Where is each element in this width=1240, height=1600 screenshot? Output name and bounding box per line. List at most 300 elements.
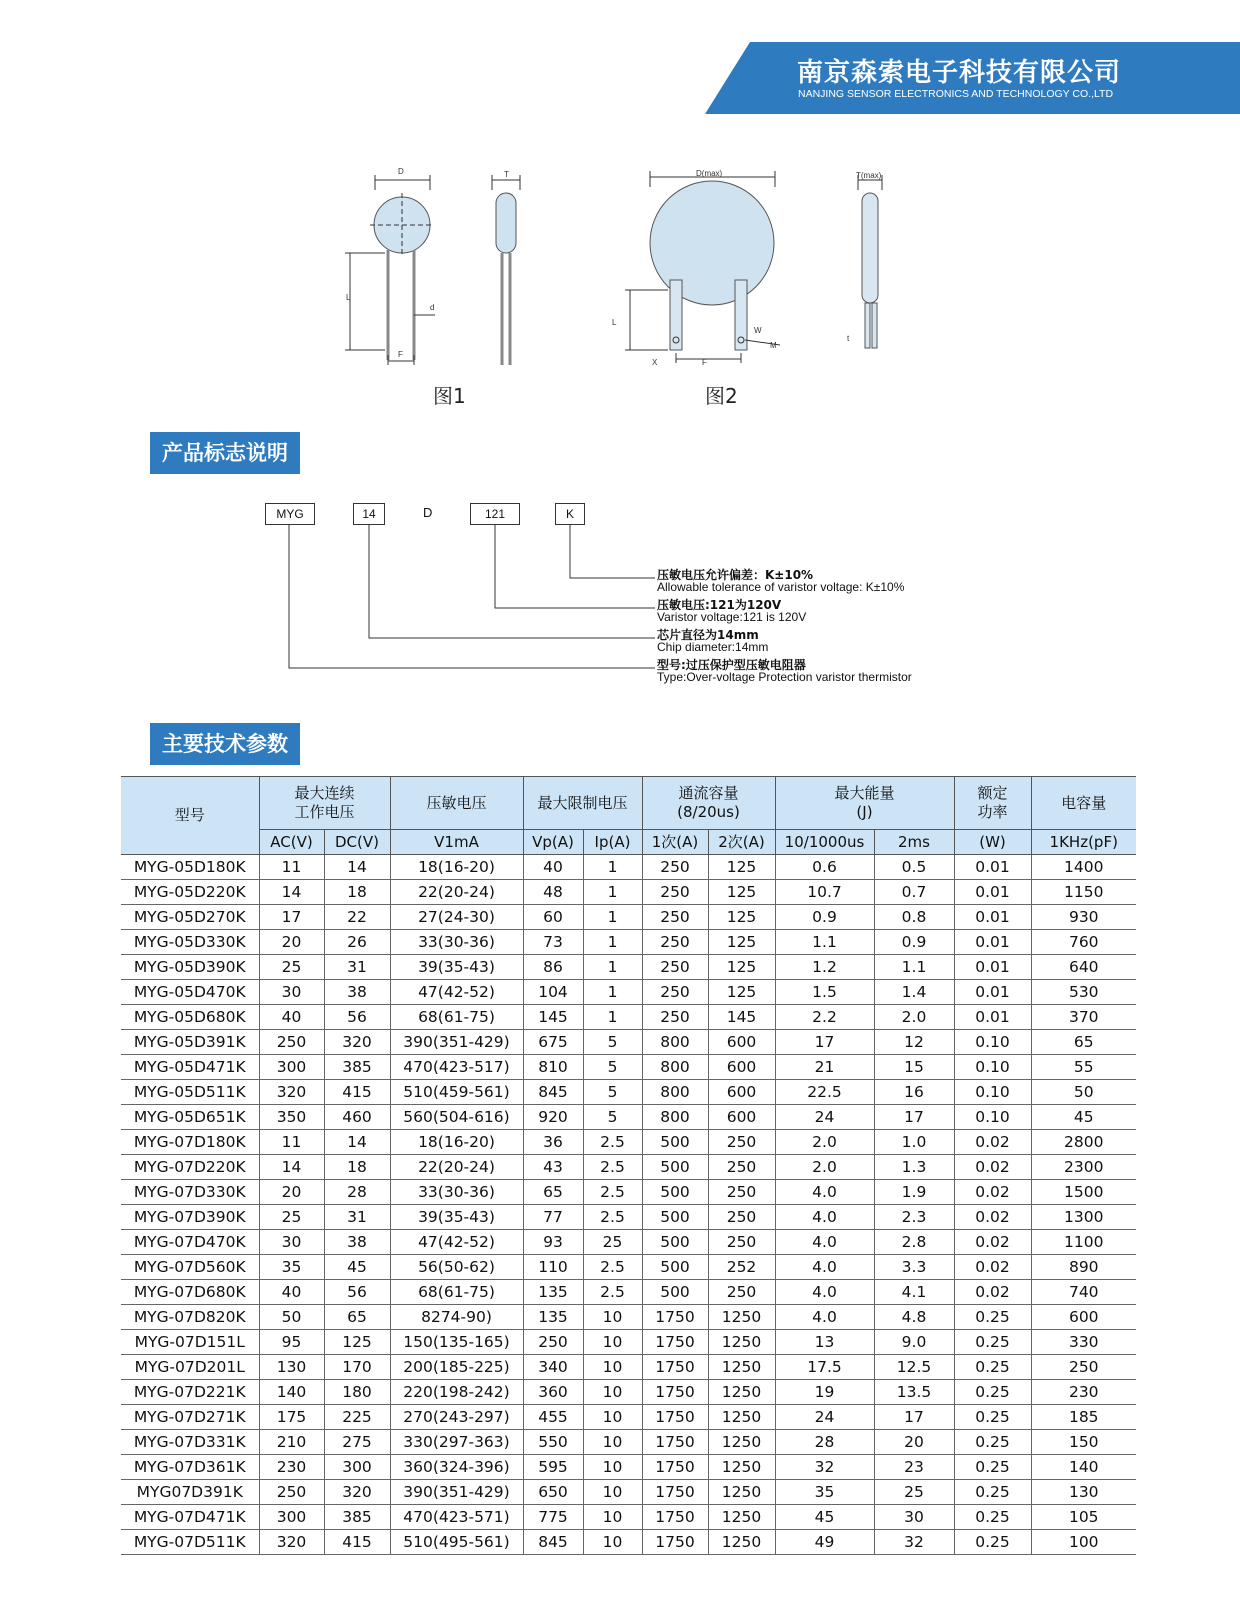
cell-surge-1: 500 [642, 1155, 708, 1180]
cell-energy-2ms: 16 [874, 1080, 954, 1105]
header-varistor-voltage: 压敏电压 [390, 777, 523, 830]
company-name-en: NANJING SENSOR ELECTRONICS AND TECHNOLOGY CO.,LTD [798, 88, 1114, 100]
label-d-small: d [430, 303, 435, 312]
cell-v1ma: 18(16-20) [390, 855, 523, 880]
cell-ac: 14 [259, 880, 324, 905]
cell-energy-2ms: 4.1 [874, 1280, 954, 1305]
cell-energy-2ms: 20 [874, 1430, 954, 1455]
cell-cap-1khz: 1150 [1031, 880, 1136, 905]
table-row [121, 1405, 1136, 1430]
cell-dc: 320 [324, 1030, 390, 1055]
cell-surge-1: 1750 [642, 1330, 708, 1355]
cell-energy-10-1000: 2.0 [775, 1130, 874, 1155]
cell-cap-1khz: 45 [1031, 1105, 1136, 1130]
cell-surge-2: 250 [708, 1155, 775, 1180]
cell-cap-1khz: 640 [1031, 955, 1136, 980]
cell-cap-1khz: 2300 [1031, 1155, 1136, 1180]
cell-ac: 30 [259, 1230, 324, 1255]
cell-ac: 300 [259, 1055, 324, 1080]
fig1-side-view [492, 175, 520, 365]
cell-ip: 2.5 [583, 1255, 642, 1280]
table-row [121, 1455, 1136, 1480]
cell-energy-2ms: 0.5 [874, 855, 954, 880]
label-f2: F [702, 358, 707, 367]
company-banner [705, 42, 1240, 114]
cell-v1ma: 390(351-429) [390, 1030, 523, 1055]
cell-energy-2ms: 17 [874, 1405, 954, 1430]
cell-vp: 250 [523, 1330, 583, 1355]
cell-vp: 36 [523, 1130, 583, 1155]
cell-v1ma: 33(30-36) [390, 1180, 523, 1205]
cell-ac: 25 [259, 1205, 324, 1230]
cell-model: MYG-05D220K [121, 880, 259, 905]
table-row [121, 880, 1136, 905]
cell-model: MYG-07D820K [121, 1305, 259, 1330]
cell-ip: 10 [583, 1480, 642, 1505]
cell-ip: 2.5 [583, 1280, 642, 1305]
cell-vp: 845 [523, 1530, 583, 1555]
cell-power-w: 0.25 [954, 1505, 1031, 1530]
cell-power-w: 0.10 [954, 1080, 1031, 1105]
cell-ac: 50 [259, 1305, 324, 1330]
cell-v1ma: 390(351-429) [390, 1480, 523, 1505]
cell-v1ma: 150(135-165) [390, 1330, 523, 1355]
label-l: L [346, 293, 351, 302]
table-row [121, 1030, 1136, 1055]
desc-tolerance-en: Allowable tolerance of varistor voltage: K±10% [657, 580, 905, 594]
cell-cap-1khz: 105 [1031, 1505, 1136, 1530]
cell-dc: 14 [324, 855, 390, 880]
cell-ac: 320 [259, 1080, 324, 1105]
cell-vp: 86 [523, 955, 583, 980]
cell-ac: 300 [259, 1505, 324, 1530]
cell-ip: 1 [583, 980, 642, 1005]
cell-v1ma: 510(495-561) [390, 1530, 523, 1555]
cell-energy-10-1000: 13 [775, 1330, 874, 1355]
cell-surge-1: 250 [642, 880, 708, 905]
cell-dc: 385 [324, 1505, 390, 1530]
cell-surge-1: 1750 [642, 1305, 708, 1330]
cell-model: MYG-05D680K [121, 1005, 259, 1030]
cell-surge-2: 1250 [708, 1380, 775, 1405]
cell-energy-2ms: 2.8 [874, 1230, 954, 1255]
cell-model: MYG-05D391K [121, 1030, 259, 1055]
fig2-side-view [858, 175, 882, 348]
cell-surge-1: 1750 [642, 1405, 708, 1430]
cell-ip: 5 [583, 1030, 642, 1055]
cell-v1ma: 68(61-75) [390, 1005, 523, 1030]
cell-ip: 1 [583, 855, 642, 880]
cell-dc: 415 [324, 1080, 390, 1105]
cell-model: MYG-05D180K [121, 855, 259, 880]
header-model: 型号 [121, 777, 259, 855]
cell-surge-2: 125 [708, 980, 775, 1005]
subheader-energy-10-1000: 10/1000us [775, 830, 874, 855]
cell-energy-2ms: 0.8 [874, 905, 954, 930]
cell-power-w: 0.01 [954, 1005, 1031, 1030]
cell-cap-1khz: 600 [1031, 1305, 1136, 1330]
cell-power-w: 0.01 [954, 930, 1031, 955]
cell-cap-1khz: 530 [1031, 980, 1136, 1005]
cell-power-w: 0.25 [954, 1480, 1031, 1505]
cell-surge-2: 600 [708, 1055, 775, 1080]
cell-energy-10-1000: 45 [775, 1505, 874, 1530]
label-dmax: D(max) [696, 169, 723, 178]
cell-model: MYG-05D651K [121, 1105, 259, 1130]
cell-energy-10-1000: 24 [775, 1105, 874, 1130]
cell-model: MYG-05D330K [121, 930, 259, 955]
cell-ip: 10 [583, 1305, 642, 1330]
cell-energy-2ms: 32 [874, 1530, 954, 1555]
cell-ip: 2.5 [583, 1180, 642, 1205]
cell-cap-1khz: 150 [1031, 1430, 1136, 1455]
cell-power-w: 0.01 [954, 880, 1031, 905]
cell-dc: 14 [324, 1130, 390, 1155]
cell-surge-1: 1750 [642, 1380, 708, 1405]
table-row [121, 1430, 1136, 1455]
cell-v1ma: 560(504-616) [390, 1105, 523, 1130]
cell-cap-1khz: 1500 [1031, 1180, 1136, 1205]
cell-v1ma: 56(50-62) [390, 1255, 523, 1280]
cell-model: MYG-05D470K [121, 980, 259, 1005]
cell-energy-10-1000: 10.7 [775, 880, 874, 905]
cell-surge-1: 500 [642, 1230, 708, 1255]
cell-energy-10-1000: 4.0 [775, 1205, 874, 1230]
cell-ip: 1 [583, 930, 642, 955]
table-row [121, 1080, 1136, 1105]
cell-energy-10-1000: 1.2 [775, 955, 874, 980]
header-max-energy: 最大能量 (J) [775, 777, 954, 830]
cell-power-w: 0.25 [954, 1530, 1031, 1555]
cell-vp: 340 [523, 1355, 583, 1380]
cell-ac: 250 [259, 1480, 324, 1505]
cell-energy-2ms: 25 [874, 1480, 954, 1505]
table-row [121, 1280, 1136, 1305]
cell-vp: 135 [523, 1305, 583, 1330]
cell-model: MYG-07D330K [121, 1180, 259, 1205]
cell-v1ma: 39(35-43) [390, 955, 523, 980]
label-w: W [754, 326, 762, 335]
cell-ip: 25 [583, 1230, 642, 1255]
cell-ip: 1 [583, 1005, 642, 1030]
cell-vp: 73 [523, 930, 583, 955]
cell-cap-1khz: 760 [1031, 930, 1136, 955]
subheader-vp: Vp(A) [523, 830, 583, 855]
label-t-cap: T [504, 170, 509, 179]
cell-vp: 65 [523, 1180, 583, 1205]
cell-v1ma: 510(459-561) [390, 1080, 523, 1105]
cell-surge-2: 125 [708, 880, 775, 905]
cell-ac: 40 [259, 1280, 324, 1305]
cell-energy-2ms: 1.4 [874, 980, 954, 1005]
cell-v1ma: 18(16-20) [390, 1130, 523, 1155]
cell-energy-2ms: 1.1 [874, 955, 954, 980]
cell-model: MYG-05D390K [121, 955, 259, 980]
cell-surge-1: 250 [642, 1005, 708, 1030]
cell-cap-1khz: 1400 [1031, 855, 1136, 880]
desc-type-cn: 型号:过压保护型压敏电阻器 [657, 658, 806, 672]
cell-v1ma: 39(35-43) [390, 1205, 523, 1230]
cell-ac: 14 [259, 1155, 324, 1180]
label-m: M [770, 341, 777, 350]
cell-energy-10-1000: 17 [775, 1030, 874, 1055]
cell-model: MYG-07D361K [121, 1455, 259, 1480]
cell-energy-10-1000: 1.5 [775, 980, 874, 1005]
cell-cap-1khz: 230 [1031, 1380, 1136, 1405]
cell-surge-2: 125 [708, 955, 775, 980]
cell-v1ma: 330(297-363) [390, 1430, 523, 1455]
table-row [121, 1480, 1136, 1505]
cell-vp: 845 [523, 1080, 583, 1105]
product-marking-diagram [265, 500, 985, 710]
cell-cap-1khz: 330 [1031, 1330, 1136, 1355]
cell-vp: 104 [523, 980, 583, 1005]
cell-ac: 11 [259, 855, 324, 880]
cell-cap-1khz: 370 [1031, 1005, 1136, 1030]
cell-vp: 595 [523, 1455, 583, 1480]
dimension-drawings [330, 165, 950, 415]
cell-surge-2: 125 [708, 905, 775, 930]
cell-model: MYG-05D511K [121, 1080, 259, 1105]
cell-ip: 2.5 [583, 1155, 642, 1180]
cell-ip: 2.5 [583, 1130, 642, 1155]
cell-model: MYG-05D471K [121, 1055, 259, 1080]
cell-vp: 455 [523, 1405, 583, 1430]
cell-energy-2ms: 1.0 [874, 1130, 954, 1155]
cell-ac: 11 [259, 1130, 324, 1155]
cell-surge-1: 500 [642, 1255, 708, 1280]
table-row [121, 1205, 1136, 1230]
cell-ip: 1 [583, 880, 642, 905]
cell-ac: 130 [259, 1355, 324, 1380]
cell-surge-1: 500 [642, 1205, 708, 1230]
cell-model: MYG-07D331K [121, 1430, 259, 1455]
cell-vp: 675 [523, 1030, 583, 1055]
cell-energy-10-1000: 28 [775, 1430, 874, 1455]
cell-ip: 10 [583, 1505, 642, 1530]
cell-power-w: 0.02 [954, 1180, 1031, 1205]
cell-surge-2: 1250 [708, 1480, 775, 1505]
cell-cap-1khz: 890 [1031, 1255, 1136, 1280]
cell-energy-2ms: 2.3 [874, 1205, 954, 1230]
cell-vp: 110 [523, 1255, 583, 1280]
cell-energy-10-1000: 4.0 [775, 1180, 874, 1205]
cell-dc: 26 [324, 930, 390, 955]
table-row [121, 1505, 1136, 1530]
cell-dc: 300 [324, 1455, 390, 1480]
table-row [121, 1005, 1136, 1030]
cell-cap-1khz: 740 [1031, 1280, 1136, 1305]
cell-power-w: 0.02 [954, 1255, 1031, 1280]
cell-v1ma: 22(20-24) [390, 880, 523, 905]
cell-ac: 25 [259, 955, 324, 980]
cell-cap-1khz: 130 [1031, 1480, 1136, 1505]
cell-model: MYG-07D560K [121, 1255, 259, 1280]
cell-power-w: 0.01 [954, 955, 1031, 980]
header-surge-current: 通流容量 (8/20us) [642, 777, 775, 830]
label-tmax: T(max) [856, 171, 882, 180]
cell-dc: 18 [324, 1155, 390, 1180]
cell-power-w: 0.10 [954, 1055, 1031, 1080]
cell-v1ma: 33(30-36) [390, 930, 523, 955]
cell-energy-10-1000: 32 [775, 1455, 874, 1480]
cell-dc: 31 [324, 1205, 390, 1230]
cell-power-w: 0.02 [954, 1155, 1031, 1180]
desc-diameter-cn: 芯片直径为14mm [657, 628, 759, 642]
cell-dc: 56 [324, 1005, 390, 1030]
cell-energy-2ms: 13.5 [874, 1380, 954, 1405]
fig1-front-view [345, 175, 435, 365]
cell-ip: 1 [583, 955, 642, 980]
cell-energy-2ms: 2.0 [874, 1005, 954, 1030]
cell-surge-2: 145 [708, 1005, 775, 1030]
cell-energy-10-1000: 2.0 [775, 1155, 874, 1180]
cell-dc: 170 [324, 1355, 390, 1380]
cell-v1ma: 27(24-30) [390, 905, 523, 930]
code-diameter: 14 [353, 503, 385, 525]
cell-ip: 5 [583, 1055, 642, 1080]
cell-surge-1: 250 [642, 855, 708, 880]
cell-power-w: 0.25 [954, 1455, 1031, 1480]
cell-vp: 60 [523, 905, 583, 930]
code-type: MYG [265, 503, 315, 525]
cell-surge-2: 1250 [708, 1455, 775, 1480]
cell-ip: 2.5 [583, 1205, 642, 1230]
cell-power-w: 0.01 [954, 905, 1031, 930]
cell-model: MYG-07D180K [121, 1130, 259, 1155]
cell-surge-1: 1750 [642, 1480, 708, 1505]
cell-model: MYG-07D390K [121, 1205, 259, 1230]
table-row [121, 1155, 1136, 1180]
cell-power-w: 0.25 [954, 1355, 1031, 1380]
cell-surge-2: 125 [708, 930, 775, 955]
cell-surge-2: 600 [708, 1080, 775, 1105]
cell-ip: 10 [583, 1380, 642, 1405]
cell-power-w: 0.25 [954, 1380, 1031, 1405]
cell-ip: 10 [583, 1330, 642, 1355]
cell-energy-10-1000: 4.0 [775, 1305, 874, 1330]
cell-cap-1khz: 65 [1031, 1030, 1136, 1055]
cell-model: MYG-07D271K [121, 1405, 259, 1430]
label-f: F [398, 350, 403, 359]
table-row [121, 930, 1136, 955]
cell-energy-10-1000: 22.5 [775, 1080, 874, 1105]
cell-dc: 225 [324, 1405, 390, 1430]
cell-vp: 43 [523, 1155, 583, 1180]
cell-surge-2: 1250 [708, 1330, 775, 1355]
cell-surge-2: 600 [708, 1105, 775, 1130]
cell-ip: 10 [583, 1430, 642, 1455]
cell-model: MYG-05D270K [121, 905, 259, 930]
cell-surge-1: 250 [642, 905, 708, 930]
cell-power-w: 0.25 [954, 1430, 1031, 1455]
desc-voltage-cn: 压敏电压:121为120V [657, 598, 782, 612]
cell-surge-1: 500 [642, 1130, 708, 1155]
cell-ac: 230 [259, 1455, 324, 1480]
cell-ip: 10 [583, 1455, 642, 1480]
cell-model: MYG-07D220K [121, 1155, 259, 1180]
cell-v1ma: 270(243-297) [390, 1405, 523, 1430]
cell-v1ma: 220(198-242) [390, 1380, 523, 1405]
cell-ip: 5 [583, 1080, 642, 1105]
cell-dc: 56 [324, 1280, 390, 1305]
cell-ac: 140 [259, 1380, 324, 1405]
table-row [121, 1180, 1136, 1205]
cell-surge-1: 1750 [642, 1430, 708, 1455]
cell-dc: 275 [324, 1430, 390, 1455]
cell-power-w: 0.01 [954, 855, 1031, 880]
subheader-cap-1khz: 1KHz(pF) [1031, 830, 1136, 855]
cell-energy-10-1000: 0.9 [775, 905, 874, 930]
cell-v1ma: 8274-90) [390, 1305, 523, 1330]
cell-surge-1: 800 [642, 1105, 708, 1130]
label-d-cap: D [398, 167, 404, 176]
cell-cap-1khz: 250 [1031, 1355, 1136, 1380]
subheader-surge-1: 1次(A) [642, 830, 708, 855]
cell-energy-10-1000: 4.0 [775, 1280, 874, 1305]
cell-ip: 5 [583, 1105, 642, 1130]
cell-energy-2ms: 3.3 [874, 1255, 954, 1280]
subheader-dc: DC(V) [324, 830, 390, 855]
table-row [121, 1355, 1136, 1380]
cell-surge-1: 1750 [642, 1505, 708, 1530]
cell-ac: 250 [259, 1030, 324, 1055]
cell-surge-1: 250 [642, 930, 708, 955]
cell-energy-2ms: 30 [874, 1505, 954, 1530]
table-row [121, 1380, 1136, 1405]
cell-dc: 45 [324, 1255, 390, 1280]
cell-surge-1: 800 [642, 1080, 708, 1105]
cell-surge-2: 1250 [708, 1355, 775, 1380]
cell-surge-2: 600 [708, 1030, 775, 1055]
cell-surge-2: 1250 [708, 1530, 775, 1555]
cell-power-w: 0.02 [954, 1130, 1031, 1155]
header-rated-power: 额定 功率 [954, 777, 1031, 830]
code-voltage: 121 [470, 503, 520, 525]
cell-surge-2: 1250 [708, 1505, 775, 1530]
cell-energy-10-1000: 24 [775, 1405, 874, 1430]
cell-energy-2ms: 23 [874, 1455, 954, 1480]
desc-tolerance-cn: 压敏电压允许偏差：K±10% [657, 568, 814, 582]
code-d: D [423, 505, 433, 520]
cell-power-w: 0.25 [954, 1330, 1031, 1355]
fig1-caption: 图1 [433, 384, 466, 408]
table-row [121, 855, 1136, 880]
fig2-caption: 图2 [705, 384, 738, 408]
cell-ip: 10 [583, 1530, 642, 1555]
cell-ac: 20 [259, 1180, 324, 1205]
cell-dc: 18 [324, 880, 390, 905]
cell-cap-1khz: 1300 [1031, 1205, 1136, 1230]
cell-dc: 320 [324, 1480, 390, 1505]
cell-model: MYG-07D471K [121, 1505, 259, 1530]
subheader-ip: Ip(A) [583, 830, 642, 855]
label-t-small: t [847, 334, 850, 343]
header-clamp-voltage: 最大限制电压 [523, 777, 642, 830]
cell-surge-1: 1750 [642, 1530, 708, 1555]
cell-dc: 125 [324, 1330, 390, 1355]
cell-ip: 10 [583, 1355, 642, 1380]
cell-energy-2ms: 12.5 [874, 1355, 954, 1380]
cell-surge-1: 500 [642, 1280, 708, 1305]
cell-surge-2: 250 [708, 1280, 775, 1305]
company-name-cn: 南京森索电子科技有限公司 [797, 58, 1122, 88]
cell-ac: 350 [259, 1105, 324, 1130]
desc-voltage-en: Varistor voltage:121 is 120V [657, 610, 807, 624]
cell-energy-10-1000: 19 [775, 1380, 874, 1405]
cell-ip: 10 [583, 1405, 642, 1430]
cell-energy-2ms: 1.3 [874, 1155, 954, 1180]
